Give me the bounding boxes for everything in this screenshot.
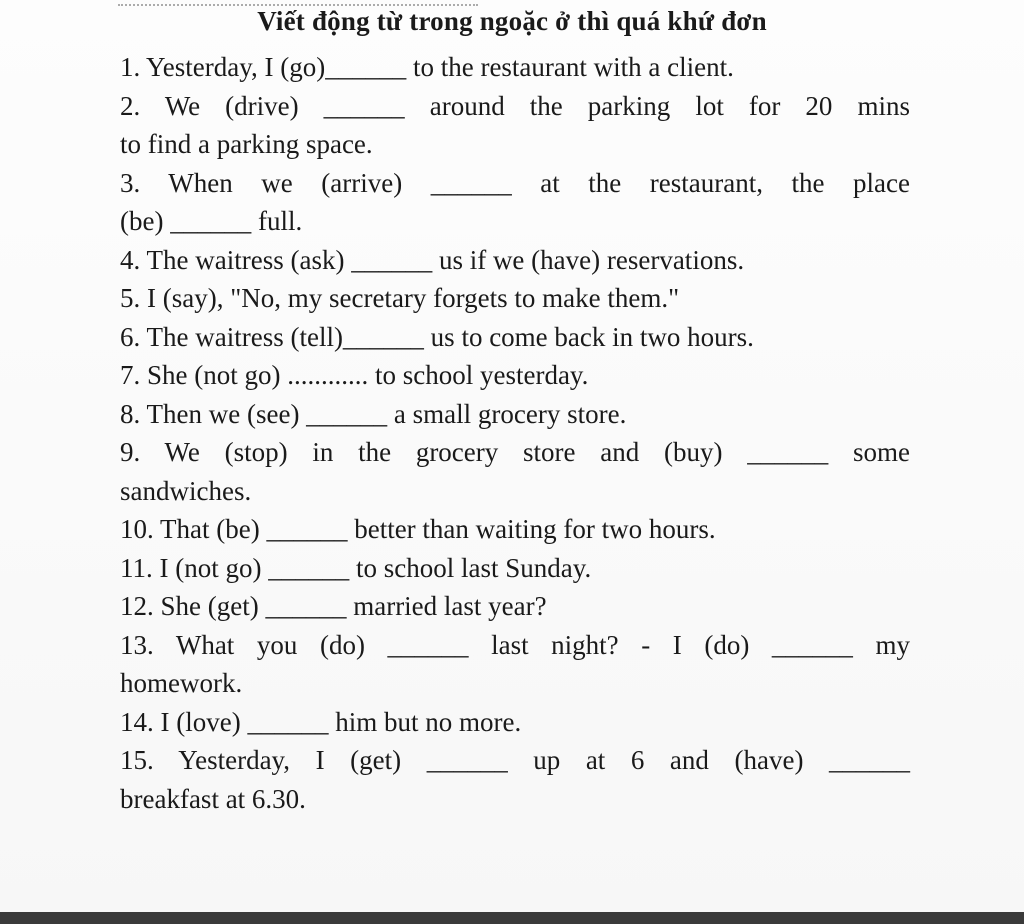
- exercise-line: 7. She (not go) ............ to school yesterday.: [120, 360, 589, 390]
- exercise-line: breakfast at 6.30.: [120, 783, 306, 814]
- exercise-list: [120, 48, 910, 818]
- exercise-line: homework.: [120, 668, 243, 698]
- exercise-line: 8. Then we (see) ______ a small grocery store.: [120, 398, 627, 429]
- exercise-line: 1. Yesterday, I (go)______ to the restaurant with a client.: [120, 52, 734, 82]
- exercise-line: 15. Yesterday, I (get) ______ up at 6 and (have) ______: [120, 745, 910, 775]
- exercise-line: sandwiches.: [120, 475, 252, 506]
- exercise-line: 11. I (not go) ______ to school last Sunday.: [120, 552, 592, 583]
- exercise-line: 4. The waitress (ask) ______ us if we (have) reservations.: [120, 244, 745, 275]
- exercise-line: 5. I (say), "No, my secretary forgets to make them.": [120, 283, 680, 313]
- exercise-line: 3. When we (arrive) ______ at the restaurant, the place: [120, 167, 910, 198]
- exercise-line: 12. She (get) ______ married last year?: [120, 591, 547, 621]
- exercise-line: 9. We (stop) in the grocery store and (buy) ______ some: [120, 437, 910, 467]
- exercise-line: 10. That (be) ______ better than waiting for two hours.: [120, 514, 716, 544]
- exercise-line: 13. What you (do) ______ last night? - I (do) ______ my: [120, 629, 910, 660]
- exercise-line: 6. The waitress (tell)______ us to come back in two hours.: [120, 321, 754, 352]
- worksheet-title: Viết động từ trong ngoặc ở thì quá khứ đơn: [257, 6, 767, 36]
- exercise-line: (be) ______ full.: [120, 206, 303, 236]
- bottom-edge-strip: [0, 912, 1024, 924]
- exercise-line: 14. I (love) ______ him but no more.: [120, 706, 522, 737]
- exercise-line: to find a parking space.: [120, 129, 373, 159]
- exercise-line: 2. We (drive) ______ around the parking lot for 20 mins: [120, 90, 910, 121]
